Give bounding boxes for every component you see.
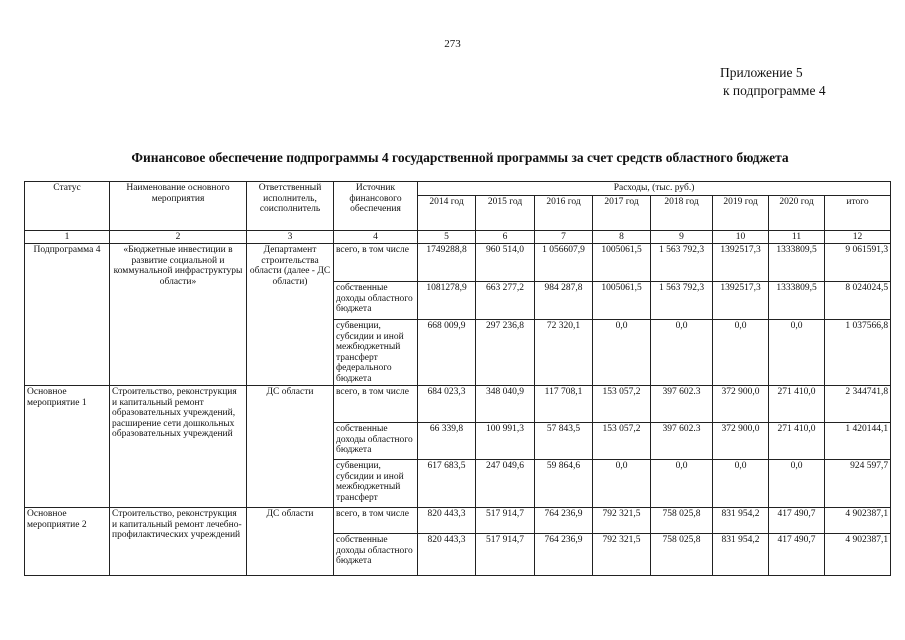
column-number-row (25, 230, 891, 244)
value-cell: 100 991,3 (476, 423, 535, 460)
column-number: 5 (418, 230, 476, 244)
total-cell: 4 902387,1 (825, 508, 891, 534)
header-year: 2019 год (713, 195, 769, 230)
value-cell: 348 040,9 (476, 386, 535, 423)
value-cell: 831 954,2 (713, 508, 769, 534)
appendix-note (700, 64, 850, 100)
value-cell: 792 321,5 (593, 534, 651, 576)
value-cell: 1392517,3 (713, 282, 769, 320)
value-cell: 792 321,5 (593, 508, 651, 534)
total-cell: 2 344741,8 (825, 386, 891, 423)
value-cell: 153 057,2 (593, 423, 651, 460)
budget-table (24, 181, 891, 576)
value-cell: 0,0 (651, 460, 713, 508)
source-cell: субвенции, субсидии и иной межбюджетный трансферт (334, 460, 418, 508)
value-cell: 0,0 (593, 460, 651, 508)
measure-name-cell: «Бюджетные инвестиции в развитие социальной и коммунальной инфраструктуры области» (110, 244, 247, 386)
value-cell: 1333809,5 (769, 244, 825, 282)
column-number: 4 (334, 230, 418, 244)
value-cell: 684 023,3 (418, 386, 476, 423)
source-cell: всего, в том числе (334, 244, 418, 282)
header-year: 2018 год (651, 195, 713, 230)
source-cell: собственные доходы областного бюджета (334, 534, 418, 576)
value-cell: 668 009,9 (418, 320, 476, 386)
value-cell: 1081278,9 (418, 282, 476, 320)
total-cell: 1 420144,1 (825, 423, 891, 460)
value-cell: 271 410,0 (769, 423, 825, 460)
measure-name-cell: Строительство, реконструкция и капитальный ремонт образовательных учреждений, расширение сети дошкольных образовательных учреждений (110, 386, 247, 508)
status-cell: Подпрограмма 4 (25, 244, 110, 386)
value-cell: 397 602.3 (651, 386, 713, 423)
value-cell: 57 843,5 (535, 423, 593, 460)
value-cell: 758 025,8 (651, 534, 713, 576)
value-cell: 820 443,3 (418, 508, 476, 534)
status-cell: Основное мероприятие 1 (25, 386, 110, 508)
page-number: 273 (444, 38, 461, 50)
value-cell: 1 563 792,3 (651, 244, 713, 282)
column-number: 8 (593, 230, 651, 244)
value-cell: 758 025,8 (651, 508, 713, 534)
appendix-line-1: Приложение 5 (720, 65, 803, 80)
header-status: Статус (25, 182, 110, 231)
value-cell: 0,0 (769, 320, 825, 386)
value-cell: 663 277,2 (476, 282, 535, 320)
column-number: 10 (713, 230, 769, 244)
value-cell: 153 057,2 (593, 386, 651, 423)
column-number: 12 (825, 230, 891, 244)
value-cell: 1749288,8 (418, 244, 476, 282)
value-cell: 72 320,1 (535, 320, 593, 386)
executor-cell: ДС области (247, 508, 334, 576)
value-cell: 0,0 (593, 320, 651, 386)
value-cell: 117 708,1 (535, 386, 593, 423)
status-cell: Основное мероприятие 2 (25, 508, 110, 576)
source-cell: субвенции, субсидии и иной межбюджетный трансферт федерального бюджета (334, 320, 418, 386)
column-number: 3 (247, 230, 334, 244)
value-cell: 820 443,3 (418, 534, 476, 576)
table-row (25, 508, 891, 534)
value-cell: 831 954,2 (713, 534, 769, 576)
header-total: итого (825, 195, 891, 230)
header-year: 2014 год (418, 195, 476, 230)
column-number: 2 (110, 230, 247, 244)
value-cell: 66 339,8 (418, 423, 476, 460)
value-cell: 297 236,8 (476, 320, 535, 386)
value-cell: 1 563 792,3 (651, 282, 713, 320)
source-cell: всего, в том числе (334, 508, 418, 534)
value-cell: 1005061,5 (593, 244, 651, 282)
header-year: 2020 год (769, 195, 825, 230)
value-cell: 0,0 (713, 460, 769, 508)
value-cell: 764 236,9 (535, 508, 593, 534)
value-cell: 984 287,8 (535, 282, 593, 320)
value-cell: 517 914,7 (476, 534, 535, 576)
total-cell: 924 597,7 (825, 460, 891, 508)
source-cell: собственные доходы областного бюджета (334, 423, 418, 460)
total-cell: 8 024024,5 (825, 282, 891, 320)
header-year: 2016 год (535, 195, 593, 230)
value-cell: 397 602.3 (651, 423, 713, 460)
value-cell: 417 490,7 (769, 534, 825, 576)
value-cell: 247 049,6 (476, 460, 535, 508)
total-cell: 1 037566,8 (825, 320, 891, 386)
value-cell: 1333809,5 (769, 282, 825, 320)
value-cell: 1 056607,9 (535, 244, 593, 282)
value-cell: 417 490,7 (769, 508, 825, 534)
source-cell: всего, в том числе (334, 386, 418, 423)
document-title: Финансовое обеспечение подпрограммы 4 государственной программы за счет средств областного бюджета (131, 150, 789, 165)
table-row (25, 386, 891, 423)
column-number: 1 (25, 230, 110, 244)
value-cell: 372 900,0 (713, 386, 769, 423)
column-number: 7 (535, 230, 593, 244)
value-cell: 1392517,3 (713, 244, 769, 282)
value-cell: 0,0 (651, 320, 713, 386)
value-cell: 1005061,5 (593, 282, 651, 320)
value-cell: 517 914,7 (476, 508, 535, 534)
source-cell: собственные доходы областного бюджета (334, 282, 418, 320)
value-cell: 372 900,0 (713, 423, 769, 460)
header-year: 2015 год (476, 195, 535, 230)
total-cell: 9 061591,3 (825, 244, 891, 282)
value-cell: 764 236,9 (535, 534, 593, 576)
appendix-line-2: к подпрограмме 4 (723, 83, 826, 98)
header-source: Источник финансового обеспечения (334, 182, 418, 231)
column-number: 9 (651, 230, 713, 244)
table-row (25, 244, 891, 282)
measure-name-cell: Строительство, реконструкция и капитальный ремонт лечебно-профилактических учреждений (110, 508, 247, 576)
header-executor: Ответственный исполнитель, соисполнитель (247, 182, 334, 231)
value-cell: 59 864,6 (535, 460, 593, 508)
column-number: 6 (476, 230, 535, 244)
header-expenses: Расходы, (тыс. руб.) (418, 182, 891, 196)
value-cell: 0,0 (769, 460, 825, 508)
value-cell: 0,0 (713, 320, 769, 386)
column-number: 11 (769, 230, 825, 244)
executor-cell: ДС области (247, 386, 334, 508)
executor-cell: Департамент строительства области (далее - ДС области) (247, 244, 334, 386)
header-year: 2017 год (593, 195, 651, 230)
total-cell: 4 902387,1 (825, 534, 891, 576)
value-cell: 960 514,0 (476, 244, 535, 282)
value-cell: 617 683,5 (418, 460, 476, 508)
value-cell: 271 410,0 (769, 386, 825, 423)
header-name: Наименование основного мероприятия (110, 182, 247, 231)
